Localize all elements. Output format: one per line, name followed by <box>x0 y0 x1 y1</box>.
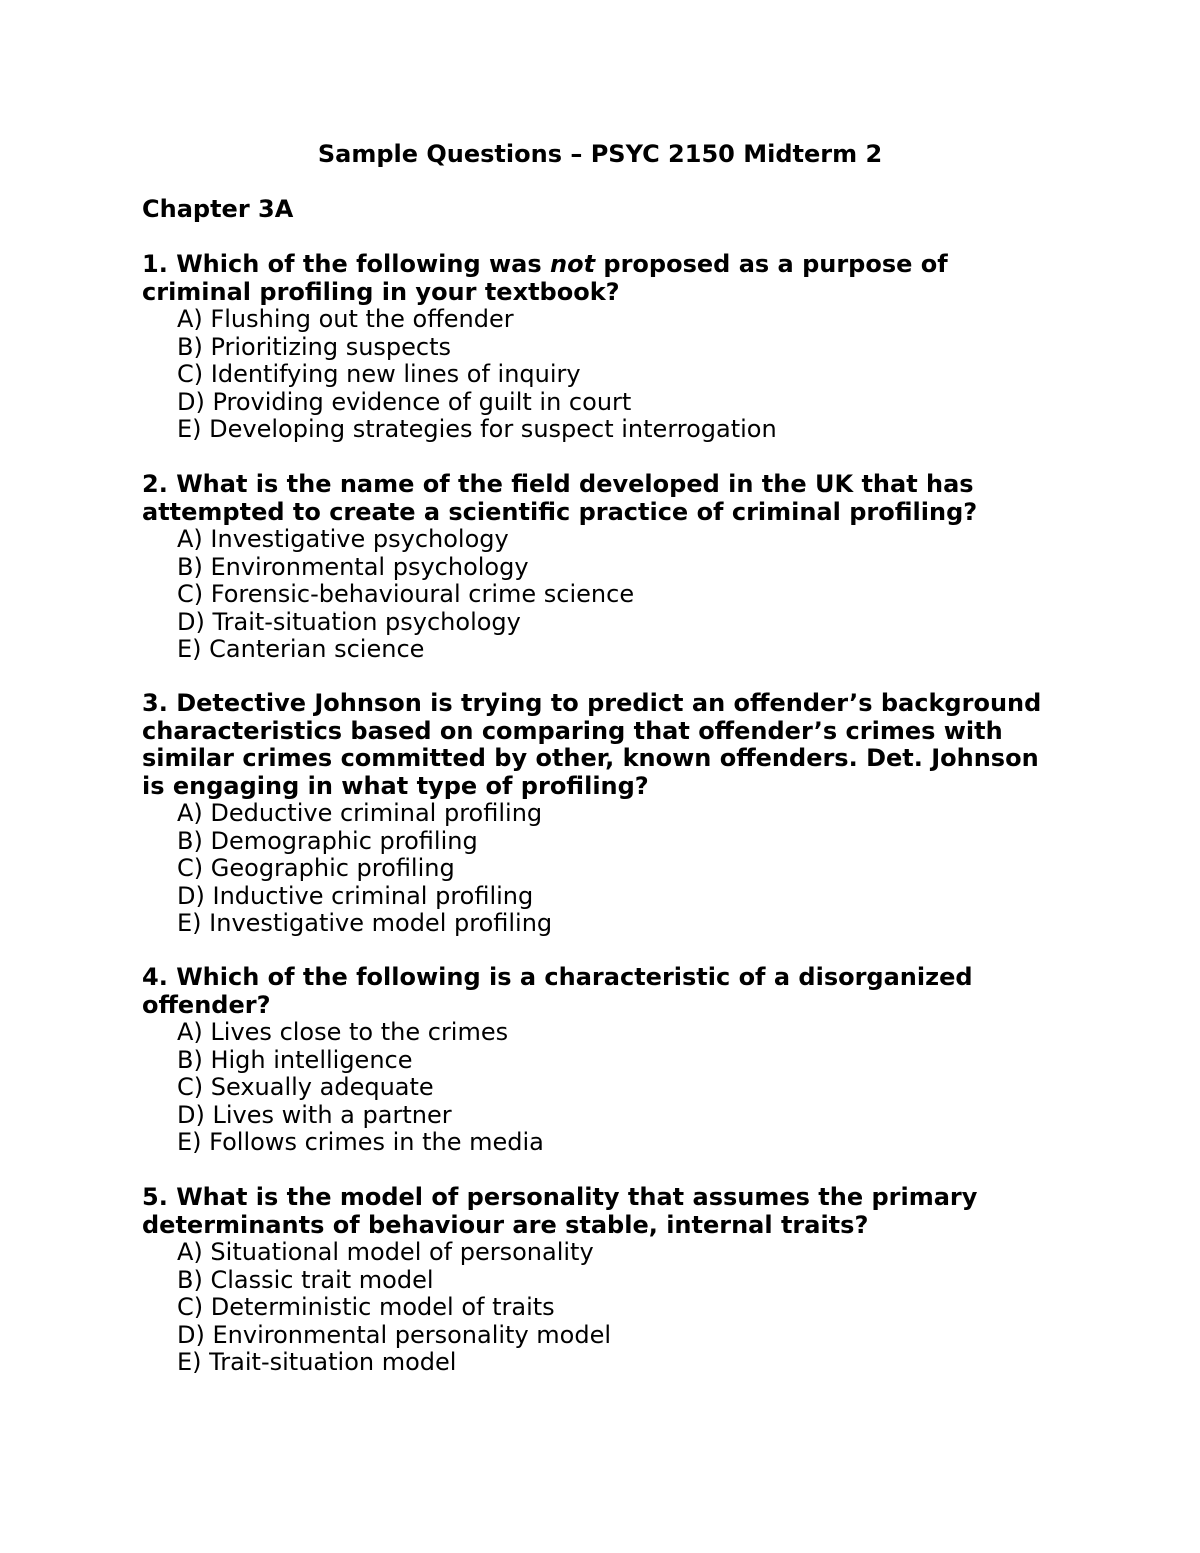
option-letter: D) <box>177 607 205 636</box>
question-3 <box>142 690 1062 938</box>
option-letter: D) <box>177 1100 205 1129</box>
option-letter: A) <box>177 525 203 553</box>
option-letter: A) <box>177 1018 203 1046</box>
question-5 <box>142 1184 1062 1377</box>
option-letter: E) <box>177 415 202 443</box>
option-text: Inductive criminal profiling <box>212 881 534 910</box>
option-text: Classic trait model <box>210 1265 434 1294</box>
question-text: Which of the following is a characteristic of a disorganized offender? <box>142 963 973 1019</box>
option-text: Situational model of personality <box>210 1238 594 1266</box>
question-text: What is the model of personality that assumes the primary determinants of behaviour are stable, internal traits? <box>142 1183 978 1239</box>
option-letter: E) <box>177 1128 202 1156</box>
question-stem <box>142 471 1062 526</box>
question-number: 1. <box>142 250 168 278</box>
question-number: 2. <box>142 470 168 498</box>
option-text: High intelligence <box>210 1045 413 1074</box>
answer-option <box>177 389 1062 417</box>
option-letter: D) <box>177 387 205 416</box>
question-number: 5. <box>142 1183 168 1211</box>
option-text: Demographic profiling <box>210 826 478 855</box>
option-text: Lives close to the crimes <box>210 1018 509 1046</box>
answer-option <box>177 526 1062 554</box>
option-text: Prioritizing suspects <box>210 332 452 361</box>
question-text: Detective Johnson is trying to predict an offender’s background characteristics based on comparing that offender’s crimes with similar crimes committed by other, known offenders. Det. Johnson is engaging in what type of profiling? <box>142 689 1042 800</box>
option-text: Follows crimes in the media <box>209 1128 544 1156</box>
option-text: Lives with a partner <box>212 1100 452 1129</box>
question-stem <box>142 964 1062 1019</box>
answer-option <box>177 1239 1062 1267</box>
option-letter: A) <box>177 305 203 333</box>
answer-option <box>177 1074 1062 1102</box>
answer-option <box>177 1294 1062 1322</box>
option-text: Environmental personality model <box>212 1320 612 1349</box>
answer-option <box>177 416 1062 444</box>
answer-option <box>177 1019 1062 1047</box>
question-stem <box>142 690 1062 800</box>
option-letter: C) <box>177 360 204 388</box>
option-letter: E) <box>177 909 202 937</box>
question-emphasis: not <box>550 250 596 278</box>
answer-option <box>177 1322 1062 1350</box>
option-text: Identifying new lines of inquiry <box>210 360 581 388</box>
document-title: Sample Questions – PSYC 2150 Midterm 2 <box>317 140 883 168</box>
option-letter: D) <box>177 1320 205 1349</box>
option-text: Environmental psychology <box>210 552 529 581</box>
answer-option <box>177 581 1062 609</box>
option-text: Deterministic model of traits <box>210 1293 555 1321</box>
question-2 <box>142 471 1062 664</box>
answer-options <box>142 526 1062 664</box>
option-letter: D) <box>177 881 205 910</box>
answer-options <box>142 1239 1062 1377</box>
answer-option <box>177 910 1062 938</box>
answer-option <box>177 828 1062 856</box>
answer-option <box>177 1047 1062 1075</box>
question-stem <box>142 1184 1062 1239</box>
answer-option <box>177 334 1062 362</box>
option-text: Trait-situation model <box>209 1348 457 1376</box>
option-letter: C) <box>177 1293 204 1321</box>
chapter-heading: Chapter 3A <box>142 195 294 223</box>
question-text: proposed as a purpose of criminal profiling in your textbook? <box>142 250 948 306</box>
option-letter: C) <box>177 1073 204 1101</box>
answer-option <box>177 636 1062 664</box>
option-text: Geographic profiling <box>210 854 455 882</box>
option-letter: A) <box>177 1238 203 1266</box>
answer-option <box>177 883 1062 911</box>
option-text: Canterian science <box>209 635 425 663</box>
answer-option <box>177 800 1062 828</box>
option-letter: B) <box>177 826 203 855</box>
answer-option <box>177 1102 1062 1130</box>
option-letter: B) <box>177 1045 203 1074</box>
question-text: Which of the following was <box>176 250 551 278</box>
option-letter: E) <box>177 1348 202 1376</box>
option-text: Providing evidence of guilt in court <box>212 387 632 416</box>
option-letter: B) <box>177 332 203 361</box>
option-text: Sexually adequate <box>210 1073 434 1101</box>
answer-option <box>177 1129 1062 1157</box>
question-number: 4. <box>142 963 168 991</box>
answer-options <box>142 1019 1062 1157</box>
question-stem <box>142 251 1062 306</box>
option-text: Developing strategies for suspect interrogation <box>209 415 777 443</box>
option-text: Investigative model profiling <box>209 909 553 937</box>
answer-option <box>177 1349 1062 1377</box>
question-4 <box>142 964 1062 1157</box>
answer-option <box>177 361 1062 389</box>
option-letter: C) <box>177 854 204 882</box>
answer-options <box>142 306 1062 444</box>
option-letter: B) <box>177 552 203 581</box>
question-text: What is the name of the field developed in the UK that has attempted to create a scientific practice of criminal profiling? <box>142 470 978 526</box>
answer-option <box>177 306 1062 334</box>
answer-option <box>177 855 1062 883</box>
option-letter: B) <box>177 1265 203 1294</box>
question-number: 3. <box>142 689 168 717</box>
option-text: Investigative psychology <box>210 525 509 553</box>
option-text: Trait-situation psychology <box>212 607 521 636</box>
option-letter: E) <box>177 635 202 663</box>
question-1 <box>142 251 1062 444</box>
answer-option <box>177 1267 1062 1295</box>
answer-option <box>177 609 1062 637</box>
answer-option <box>177 554 1062 582</box>
option-text: Flushing out the offender <box>210 305 514 333</box>
option-letter: C) <box>177 580 204 608</box>
option-text: Forensic-behavioural crime science <box>210 580 635 608</box>
option-letter: A) <box>177 799 203 827</box>
answer-options <box>142 800 1062 938</box>
option-text: Deductive criminal profiling <box>210 799 543 827</box>
